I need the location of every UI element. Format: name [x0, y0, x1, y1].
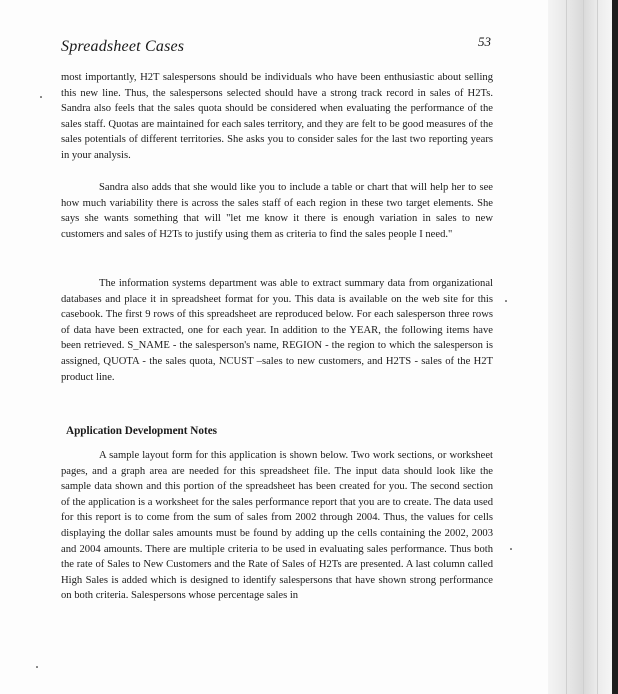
- section-heading: Application Development Notes: [66, 425, 218, 437]
- paragraph: A sample layout form for this application is shown below. Two work sections, or worksheet pages, and a graph area are needed for this spreadsheet file. The input data should look like the sample data shown and this portion of the spreadsheet has been created for you. The second section of the application is a worksheet for the sales performance report that you are to create. The data used for this report is to come from the sum of sales from 2002 through 2004. Thus, the values for cells displaying the dollar sales amounts must be found by adding up the cells containing the 2002, 2003 and 2004 amounts. There are multiple criteria to be used in evaluating sales performance. Thus both the rate of Sales to New Customers and the Rate of Sales of H2Ts are presented. A last column called High Sales is added which is designed to identify salespersons that have shown strong performance on both criteria. Salespersons whose percentage sales in: [61, 450, 493, 602]
- binding-crease: [597, 0, 598, 694]
- page-number: 53: [478, 34, 491, 49]
- paragraph: Sandra also adds that she would like you to include a table or chart that will help her to see how much variability there is across the sales staff of each region in these two target elements. She says she wants something that will "let me know it there is enough variation in sales to new customers and sales of H2Ts to justify using them as criteria to find the sales people I need.": [61, 182, 493, 240]
- page-edge: [612, 0, 618, 694]
- paragraph: The information systems department was able to extract summary data from organizational databases and place it in spreadsheet format for you. This data is available on the web site for this casebook. The first 9 rows of this spreadsheet are reproduced below. For each salesperson three rows of data have been extracted, one for each year. In addition to the YEAR, the following items have been retrieved. S_NAME - the salesperson's name, REGION - the region to which the salesperson is assigned, QUOTA - the sales quota, NCUST –sales to new customers, and H2TS - sales of the H2T product line.: [61, 278, 493, 383]
- scan-speck: [40, 96, 42, 98]
- scan-speck: [36, 666, 38, 668]
- paragraph-block: [61, 180, 493, 242]
- scan-speck: [510, 548, 512, 550]
- paragraph-block: [61, 448, 493, 604]
- running-title: Spreadsheet Cases: [61, 38, 185, 55]
- binding-crease: [566, 0, 567, 694]
- binding-crease: [583, 0, 584, 694]
- paragraph-block: [61, 276, 493, 385]
- paragraph: most importantly, H2T salespersons should be individuals who have been enthusiastic about selling this new line. Thus, the salespersons selected should have a strong track record in sales of H2Ts. Sandra also feels that the sales quota should be considered when evaluating the performance of the sales staff. Quotas are maintained for each sales territory, and they are felt to be good measures of the sales potentials of different territories. She asks you to consider sales for the last two reporting years in your analysis.: [61, 72, 493, 161]
- paragraph-block: [61, 70, 493, 164]
- scan-speck: [505, 300, 507, 302]
